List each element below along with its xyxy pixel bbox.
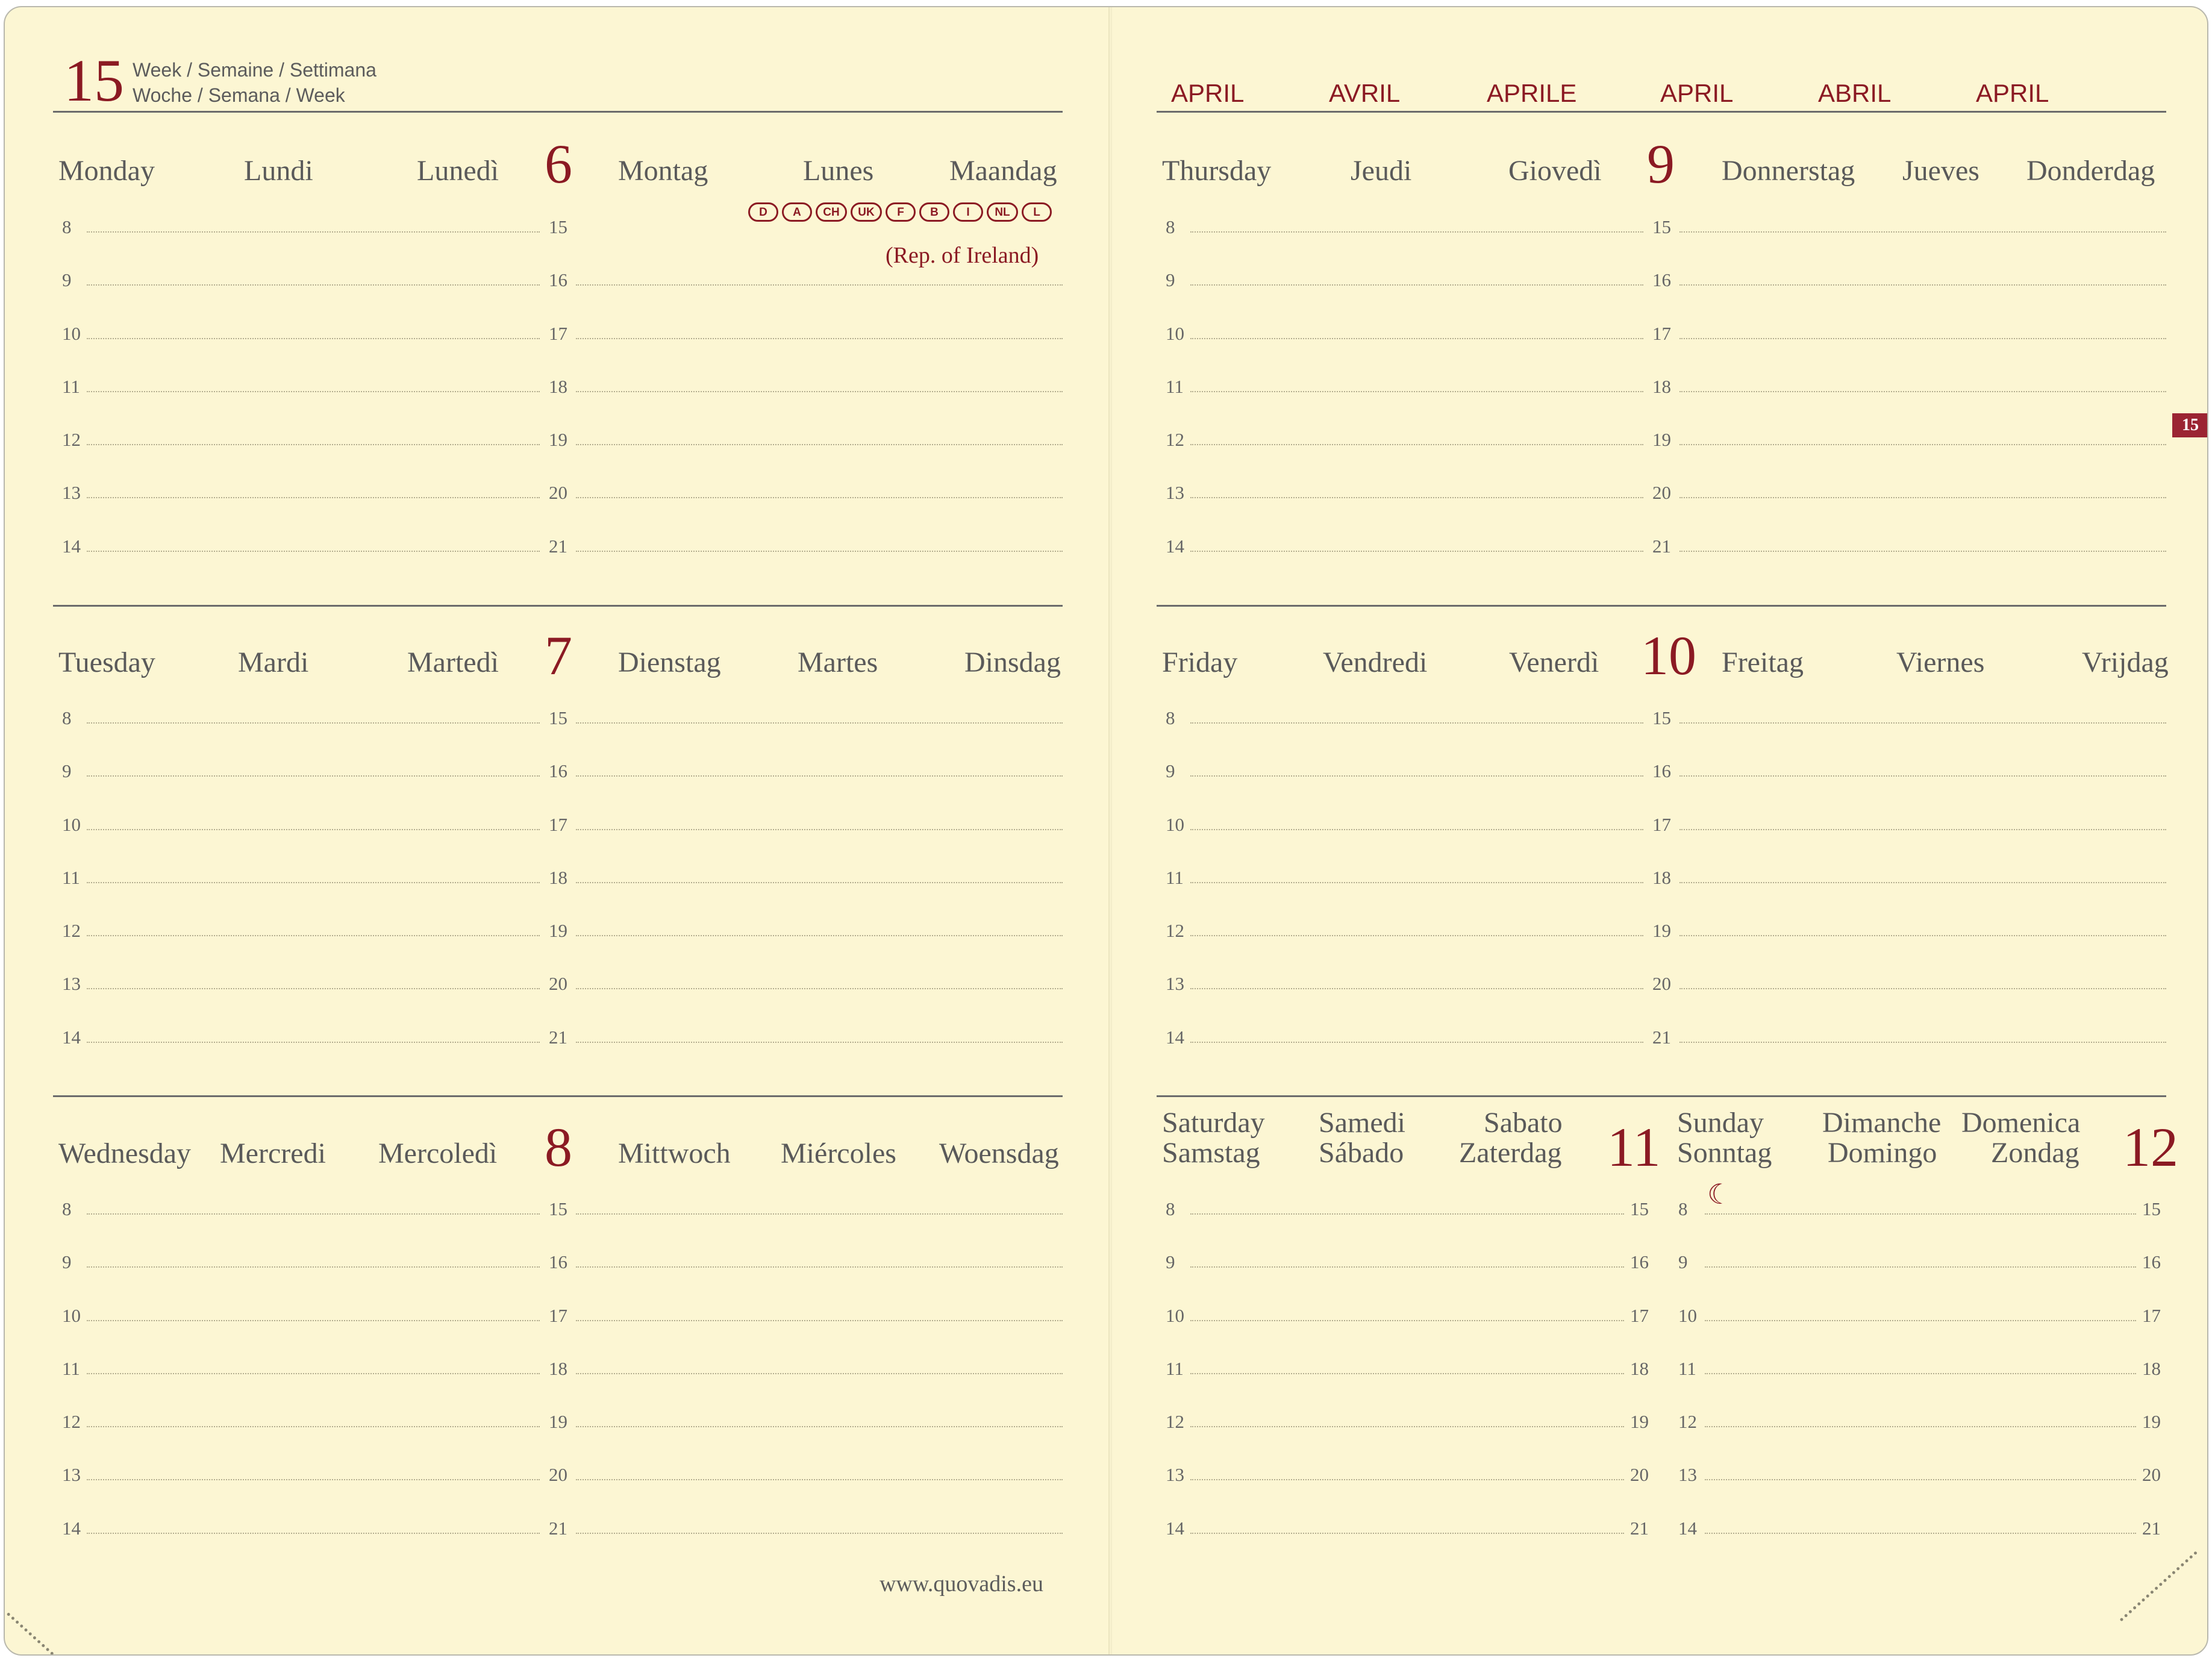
hour-label: 15 [1630,1198,1649,1219]
writing-line[interactable] [1190,338,1643,339]
holiday-country-nl: NL [987,202,1018,222]
day-name-es: Jueves [1902,155,1979,187]
writing-line[interactable] [87,882,540,883]
writing-line[interactable] [87,444,540,445]
hour-label: 13 [62,1464,81,1485]
week-label-line2: Woche / Semana / Week [133,84,345,106]
hour-label: 16 [2142,1251,2161,1272]
writing-line[interactable] [1190,551,1643,552]
writing-line[interactable] [576,551,1063,552]
hour-label: 12 [1678,1411,1697,1432]
writing-line[interactable] [1705,1266,2136,1268]
hour-label: 9 [62,760,72,781]
header-rule-left [53,111,1063,113]
holiday-country-a: A [782,202,812,222]
hour-label: 14 [1678,1518,1697,1539]
hour-label: 11 [1166,1358,1184,1379]
writing-line[interactable] [1679,829,2166,830]
hour-label: 17 [549,323,567,344]
hour-label: 11 [62,1358,80,1379]
writing-line[interactable] [576,1042,1063,1043]
hour-label: 15 [1652,707,1671,728]
hour-label: 13 [1166,973,1184,994]
month-en: APRIL [1171,79,1245,107]
hour-label: 19 [1652,429,1671,450]
day-name-it: Giovedì [1508,155,1602,187]
hour-label: 18 [1652,867,1671,888]
hour-label: 16 [1652,760,1671,781]
day-name-it: Martedì [407,646,499,678]
month-de: APRIL [1660,79,1734,107]
writing-line[interactable] [576,391,1063,392]
day-name-nl: Donderdag [2026,155,2155,187]
writing-line[interactable] [87,829,540,830]
day-name-de: Samstag [1162,1137,1260,1169]
hour-label: 9 [1166,269,1175,290]
day-divider [1157,1095,2166,1097]
writing-line[interactable] [1190,722,1643,724]
hour-label: 13 [1678,1464,1697,1485]
writing-line[interactable] [1190,284,1643,286]
writing-line[interactable] [87,231,540,233]
hour-label: 8 [62,707,72,728]
writing-line[interactable] [1705,1426,2136,1427]
day-name-en: Sunday [1677,1107,1764,1139]
hour-label: 18 [549,1358,567,1379]
hour-label: 12 [62,1411,81,1432]
writing-line[interactable] [1679,231,2166,233]
hour-label: 16 [549,1251,567,1272]
writing-line[interactable] [87,1266,540,1268]
writing-line[interactable] [1190,1373,1624,1374]
day-name-nl: Zondag [1991,1137,2079,1169]
writing-line[interactable] [576,775,1063,777]
hour-label: 9 [1678,1251,1688,1272]
day-date: 7 [545,625,572,686]
hour-label: 16 [549,760,567,781]
hour-label: 11 [1166,867,1184,888]
day-name-fr: Mercredi [220,1137,326,1169]
writing-line[interactable] [1190,988,1643,989]
writing-line[interactable] [1679,284,2166,286]
hour-label: 21 [1652,536,1671,557]
writing-line[interactable] [1190,1533,1624,1534]
day-date: 9 [1647,133,1675,195]
hour-label: 11 [62,867,80,888]
hour-label: 12 [1166,429,1184,450]
day-name-es: Viernes [1896,646,1985,678]
day-name-nl: Woensdag [939,1137,1059,1169]
hour-label: 10 [1166,323,1184,344]
hour-label: 13 [62,973,81,994]
writing-line[interactable] [576,1533,1063,1534]
writing-line[interactable] [1679,338,2166,339]
hour-label: 9 [1166,760,1175,781]
footer-url: www.quovadis.eu [879,1571,1043,1597]
hour-label: 11 [1678,1358,1696,1379]
hour-label: 14 [1166,1027,1184,1048]
month-fr: AVRIL [1329,79,1401,107]
hour-label: 17 [549,1305,567,1326]
day-divider [53,1095,1063,1097]
day-name-it: Lunedì [417,155,499,187]
writing-line[interactable] [576,935,1063,936]
hour-label: 18 [2142,1358,2161,1379]
writing-line[interactable] [576,882,1063,883]
holiday-country-f: F [886,202,916,222]
writing-line[interactable] [1190,775,1643,777]
writing-line[interactable] [1679,497,2166,498]
hour-label: 13 [62,482,81,503]
holiday-country-ch: CH [816,202,847,222]
day-name-it: Venerdì [1509,646,1599,678]
day-name-en: Monday [58,155,155,187]
hour-label: 20 [1652,973,1671,994]
day-name-de: Freitag [1722,646,1804,678]
hour-label: 17 [1652,814,1671,835]
hour-label: 20 [549,1464,567,1485]
writing-line[interactable] [87,391,540,392]
day-name-es: Domingo [1828,1137,1937,1169]
hour-label: 8 [1166,707,1175,728]
writing-line[interactable] [1705,1533,2136,1534]
writing-line[interactable] [1190,1479,1624,1480]
writing-line[interactable] [576,1320,1063,1321]
day-name-de: Montag [618,155,708,187]
day-divider [53,605,1063,607]
day-name-fr: Dimanche [1822,1107,1942,1139]
hour-label: 12 [1166,920,1184,941]
hour-label: 18 [1630,1358,1649,1379]
writing-line[interactable] [1190,231,1643,233]
hour-label: 10 [1678,1305,1697,1326]
day-name-it: Domenica [1961,1107,2081,1139]
writing-line[interactable] [87,1320,540,1321]
hour-label: 16 [1652,269,1671,290]
day-name-fr: Samedi [1319,1107,1405,1139]
writing-line[interactable] [87,988,540,989]
hour-label: 19 [2142,1411,2161,1432]
hour-label: 10 [62,323,81,344]
day-name-nl: Vrijdag [2082,646,2169,678]
hour-label: 9 [1166,1251,1175,1272]
day-name-de: Mittwoch [618,1137,731,1169]
writing-line[interactable] [87,284,540,286]
month-nl: APRIL [1976,79,2049,107]
writing-line[interactable] [1679,551,2166,552]
planner-spread [4,6,2208,1656]
day-name-en: Tuesday [58,646,155,678]
hour-label: 15 [2142,1198,2161,1219]
holiday-country-d: D [748,202,778,222]
day-date: 6 [545,133,572,195]
day-date: 8 [545,1116,572,1178]
hour-label: 16 [549,269,567,290]
hour-label: 21 [549,1027,567,1048]
day-name-de: Sonntag [1677,1137,1772,1169]
hour-label: 18 [549,376,567,397]
writing-line[interactable] [576,1266,1063,1268]
ribbon-mark-left [7,1612,85,1656]
writing-line[interactable] [1190,882,1643,883]
writing-line[interactable] [87,338,540,339]
hour-label: 11 [62,376,80,397]
writing-line[interactable] [1190,829,1643,830]
hour-label: 15 [549,707,567,728]
hour-label: 21 [549,1518,567,1539]
page-gutter [1108,7,1112,1654]
writing-line[interactable] [576,444,1063,445]
holiday-country-i: I [953,202,983,222]
hour-label: 16 [1630,1251,1649,1272]
writing-line[interactable] [1679,391,2166,392]
day-date: 11 [1607,1116,1661,1178]
writing-line[interactable] [576,1479,1063,1480]
hour-label: 19 [549,429,567,450]
writing-line[interactable] [1679,1042,2166,1043]
hour-label: 10 [62,1305,81,1326]
hour-label: 10 [1166,1305,1184,1326]
writing-line[interactable] [1679,882,2166,883]
hour-label: 21 [1630,1518,1649,1539]
writing-line[interactable] [1190,935,1643,936]
hour-label: 13 [1166,482,1184,503]
holiday-country-l: L [1022,202,1052,222]
hour-label: 15 [549,216,567,237]
hour-label: 8 [62,216,72,237]
day-name-es: Miércoles [781,1137,896,1169]
hour-label: 14 [1166,1518,1184,1539]
writing-line[interactable] [87,935,540,936]
writing-line[interactable] [1705,1320,2136,1321]
writing-line[interactable] [87,722,540,724]
day-name-es: Sábado [1319,1137,1404,1169]
writing-line[interactable] [87,1042,540,1043]
hour-label: 10 [1166,814,1184,835]
week-label-line1: Week / Semaine / Settimana [133,59,376,81]
hour-label: 14 [62,1027,81,1048]
hour-label: 21 [2142,1518,2161,1539]
hour-label: 18 [549,867,567,888]
day-name-de: Donnerstag [1722,155,1855,187]
writing-line[interactable] [576,722,1063,724]
hour-label: 20 [2142,1464,2161,1485]
holiday-country-uk: UK [851,202,882,222]
hour-label: 11 [1166,376,1184,397]
day-name-nl: Zaterdag [1459,1137,1562,1169]
writing-line[interactable] [87,497,540,498]
day-name-en: Wednesday [58,1137,192,1169]
writing-line[interactable] [1679,988,2166,989]
day-name-en: Friday [1162,646,1238,678]
hour-label: 19 [549,1411,567,1432]
holiday-country-b: B [919,202,949,222]
header-rule-right [1157,111,2166,113]
day-name-es: Lunes [803,155,874,187]
hour-label: 12 [1166,1411,1184,1432]
hour-label: 14 [62,536,81,557]
hour-label: 8 [62,1198,72,1219]
writing-line[interactable] [576,1213,1063,1215]
day-name-it: Mercoledì [378,1137,498,1169]
writing-line[interactable] [576,497,1063,498]
week-tab[interactable]: 15 [2172,413,2208,437]
hour-label: 8 [1166,1198,1175,1219]
hour-label: 19 [549,920,567,941]
hour-label: 14 [1166,536,1184,557]
writing-line[interactable] [1190,1042,1643,1043]
writing-line[interactable] [1190,391,1643,392]
writing-line[interactable] [1679,775,2166,777]
writing-line[interactable] [87,1426,540,1427]
ribbon-mark-right [2119,1551,2198,1621]
hour-label: 8 [1678,1198,1688,1219]
hour-label: 20 [1630,1464,1649,1485]
hour-label: 9 [62,1251,72,1272]
day-name-fr: Jeudi [1351,155,1412,187]
day-divider [1157,605,2166,607]
day-name-fr: Vendredi [1323,646,1428,678]
hour-label: 9 [62,269,72,290]
writing-line[interactable] [1705,1479,2136,1480]
hour-label: 19 [1652,920,1671,941]
writing-line[interactable] [576,1373,1063,1374]
writing-line[interactable] [87,775,540,777]
hour-label: 17 [2142,1305,2161,1326]
day-name-nl: Dinsdag [964,646,1061,678]
hour-label: 12 [62,429,81,450]
month-es: ABRIL [1818,79,1892,107]
writing-line[interactable] [576,988,1063,989]
hour-label: 8 [1166,216,1175,237]
writing-line[interactable] [1705,1373,2136,1374]
day-name-de: Dienstag [618,646,721,678]
writing-line[interactable] [576,829,1063,830]
writing-line[interactable] [1679,444,2166,445]
hour-label: 13 [1166,1464,1184,1485]
holiday-note: (Rep. of Ireland) [886,243,1039,268]
writing-line[interactable] [87,1533,540,1534]
hour-label: 18 [1652,376,1671,397]
writing-line[interactable] [87,1479,540,1480]
day-date: 10 [1641,625,1696,686]
writing-line[interactable] [1190,444,1643,445]
hour-label: 15 [549,1198,567,1219]
hour-label: 20 [549,973,567,994]
writing-line[interactable] [87,1373,540,1374]
hour-label: 15 [1652,216,1671,237]
writing-line[interactable] [87,1213,540,1215]
writing-line[interactable] [576,1426,1063,1427]
month-it: APRILE [1487,79,1577,107]
hour-label: 17 [1652,323,1671,344]
day-name-fr: Mardi [238,646,309,678]
day-name-nl: Maandag [949,155,1057,187]
day-name-en: Saturday [1162,1107,1265,1139]
writing-line[interactable] [576,284,1063,286]
day-date: 12 [2123,1116,2178,1178]
writing-line[interactable] [87,551,540,552]
hour-label: 21 [1652,1027,1671,1048]
day-name-es: Martes [798,646,878,678]
writing-line[interactable] [1190,1426,1624,1427]
writing-line[interactable] [1679,722,2166,724]
writing-line[interactable] [576,338,1063,339]
moon-phase-icon: ☾ [1707,1179,1732,1210]
day-name-it: Sabato [1484,1107,1563,1139]
writing-line[interactable] [1679,935,2166,936]
hour-label: 20 [1652,482,1671,503]
writing-line[interactable] [1705,1213,2136,1215]
writing-line[interactable] [1190,497,1643,498]
hour-label: 20 [549,482,567,503]
hour-label: 17 [1630,1305,1649,1326]
writing-line[interactable] [1190,1320,1624,1321]
week-number: 15 [64,47,124,114]
hour-label: 10 [62,814,81,835]
writing-line[interactable] [1190,1213,1624,1215]
hour-label: 21 [549,536,567,557]
hour-label: 14 [62,1518,81,1539]
day-name-en: Thursday [1162,155,1272,187]
hour-label: 17 [549,814,567,835]
hour-label: 19 [1630,1411,1649,1432]
day-name-fr: Lundi [244,155,313,187]
writing-line[interactable] [1190,1266,1624,1268]
hour-label: 12 [62,920,81,941]
